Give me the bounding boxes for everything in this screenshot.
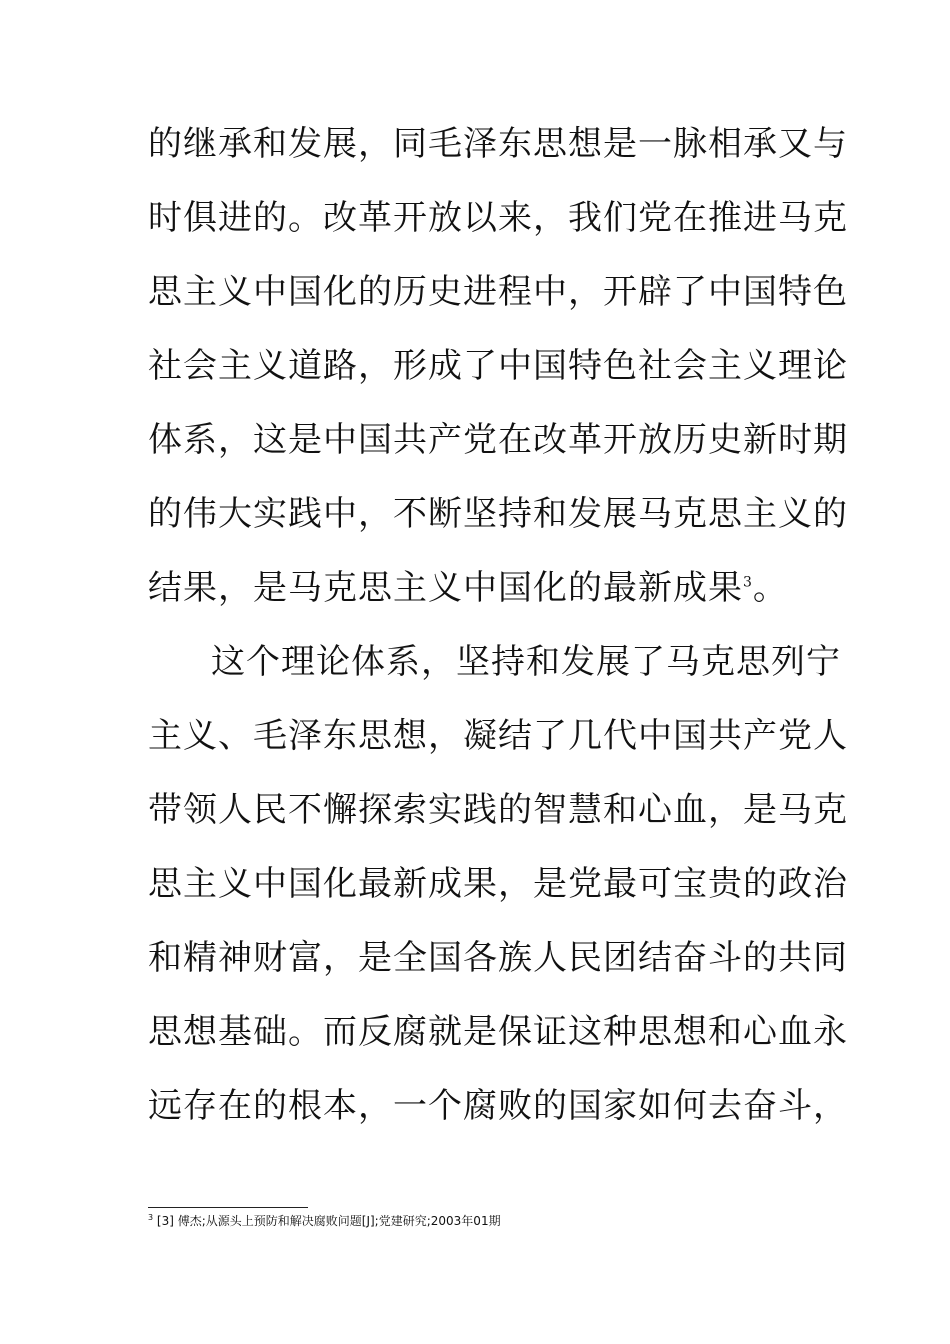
body-line: 带领人民不懈探索实践的智慧和心血，是马克: [148, 790, 848, 830]
footnote: [148, 1213, 501, 1229]
body-line-punctuation: 。: [752, 568, 788, 608]
body-line: 的继承和发展，同毛泽东思想是一脉相承又与: [148, 124, 848, 164]
body-line: 的伟大实践中，不断坚持和发展马克思主义的: [148, 494, 848, 534]
footnote-reference[interactable]: 3: [743, 574, 753, 591]
paragraph-first-line: 这个理论体系，坚持和发展了马克思列宁: [211, 642, 841, 682]
footnote-marker: 3: [148, 1213, 154, 1222]
body-line: 思想基础。而反腐就是保证这种思想和心血永: [148, 1012, 848, 1052]
body-line: 主义、毛泽东思想，凝结了几代中国共产党人: [148, 716, 848, 756]
body-line: 思主义中国化的历史进程中，开辟了中国特色: [148, 272, 848, 312]
body-line: 社会主义道路，形成了中国特色社会主义理论: [148, 346, 848, 386]
body-line: 时俱进的。改革开放以来，我们党在推进马克: [148, 198, 848, 238]
body-line: 远存在的根本，一个腐败的国家如何去奋斗，: [148, 1086, 848, 1126]
body-line: 和精神财富，是全国各族人民团结奋斗的共同: [148, 938, 848, 978]
footnote-separator: [148, 1207, 308, 1208]
body-line-with-footnote-ref: [148, 568, 808, 608]
footnote-text: [3] 傅杰;从源头上预防和解决腐败问题[J];党建研究;2003年01期: [156, 1214, 501, 1228]
body-line-text: 结果，是马克思主义中国化的最新成果: [148, 568, 743, 608]
body-line: 体系，这是中国共产党在改革开放历史新时期: [148, 420, 848, 460]
body-line: 思主义中国化最新成果，是党最可宝贵的政治: [148, 864, 848, 904]
